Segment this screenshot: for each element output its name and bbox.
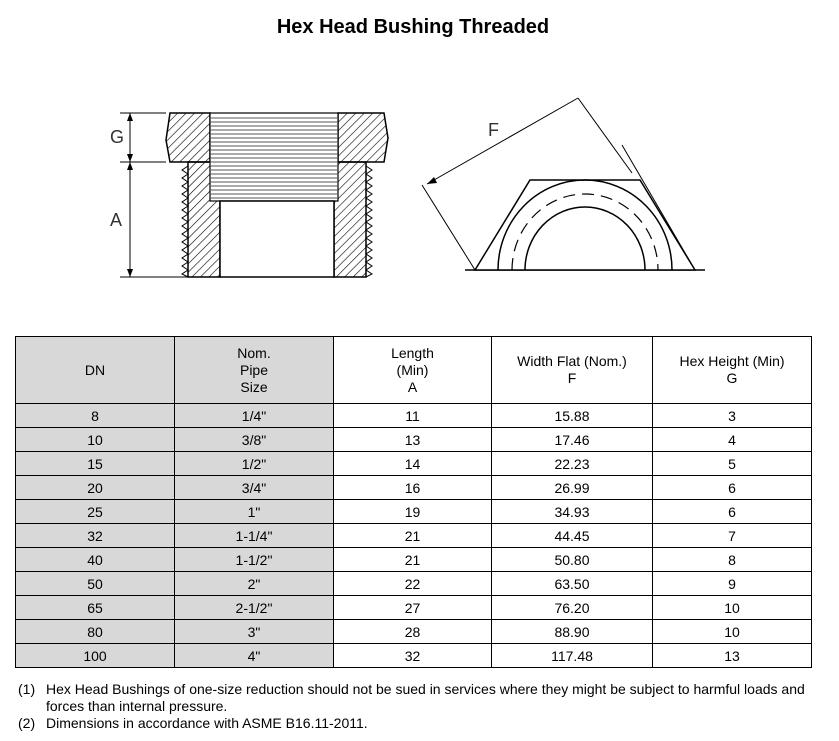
wall-right-section (334, 162, 366, 277)
dim-label-f: F (488, 120, 499, 140)
cell-width-flat: 34.93 (492, 500, 653, 524)
cell-nom-size: 2" (175, 572, 334, 596)
table-row (16, 548, 812, 572)
cell-width-flat: 117.48 (492, 644, 653, 668)
cell-hex-height: 3 (653, 404, 812, 428)
cell-dn: 40 (16, 548, 175, 572)
table-header-row (16, 337, 812, 404)
cell-dn: 20 (16, 476, 175, 500)
cell-length: 16 (334, 476, 492, 500)
cell-dn: 80 (16, 620, 175, 644)
cell-nom-size: 3/4" (175, 476, 334, 500)
cell-hex-height: 5 (653, 452, 812, 476)
table-row (16, 620, 812, 644)
cell-nom-size: 1-1/2" (175, 548, 334, 572)
cell-width-flat: 22.23 (492, 452, 653, 476)
cell-dn: 10 (16, 428, 175, 452)
cell-hex-height: 6 (653, 476, 812, 500)
table-row (16, 596, 812, 620)
cell-length: 32 (334, 644, 492, 668)
table-row (16, 500, 812, 524)
hex-right-section (338, 113, 388, 162)
cell-length: 27 (334, 596, 492, 620)
footnote-number: (1) (18, 681, 36, 697)
dimensions-table (15, 336, 812, 668)
cell-dn: 32 (16, 524, 175, 548)
cell-hex-height: 10 (653, 596, 812, 620)
cell-width-flat: 76.20 (492, 596, 653, 620)
cell-length: 21 (334, 548, 492, 572)
footnote-2 (18, 715, 818, 732)
cell-nom-size: 1/4" (175, 404, 334, 428)
cell-length: 11 (334, 404, 492, 428)
cell-dn: 25 (16, 500, 175, 524)
end-view (422, 98, 705, 270)
cell-nom-size: 3/8" (175, 428, 334, 452)
cell-nom-size: 1" (175, 500, 334, 524)
bore (220, 201, 334, 277)
section-view (110, 113, 388, 277)
dim-label-g: G (110, 127, 125, 147)
cell-length: 22 (334, 572, 492, 596)
external-thread-left (182, 166, 188, 277)
external-thread-right (366, 166, 372, 277)
table-row (16, 524, 812, 548)
header-dn: DN (16, 337, 175, 404)
footnote-text: Dimensions in accordance with ASME B16.11-2011. (46, 715, 368, 731)
cell-dn: 100 (16, 644, 175, 668)
header-hex-height: Hex Height (Min) G (653, 337, 812, 404)
cell-width-flat: 26.99 (492, 476, 653, 500)
footnotes (18, 681, 818, 732)
cell-nom-size: 4" (175, 644, 334, 668)
table-row (16, 452, 812, 476)
table-row (16, 644, 812, 668)
cell-width-flat: 44.45 (492, 524, 653, 548)
table-row (16, 476, 812, 500)
cell-hex-height: 8 (653, 548, 812, 572)
cell-length: 13 (334, 428, 492, 452)
cell-width-flat: 63.50 (492, 572, 653, 596)
cell-nom-size: 1-1/4" (175, 524, 334, 548)
cell-width-flat: 88.90 (492, 620, 653, 644)
dim-label-a: A (110, 210, 123, 230)
cell-width-flat: 50.80 (492, 548, 653, 572)
table-row (16, 404, 812, 428)
footnote-1 (18, 681, 818, 715)
hex-left-section (166, 113, 210, 162)
footnote-text: Hex Head Bushings of one-size reduction should not be sued in services where they might be subject to harmful loads and forces than internal pressure. (46, 681, 805, 714)
cell-hex-height: 6 (653, 500, 812, 524)
cell-nom-size: 3" (175, 620, 334, 644)
cell-length: 19 (334, 500, 492, 524)
table-row (16, 572, 812, 596)
cell-length: 28 (334, 620, 492, 644)
cell-hex-height: 4 (653, 428, 812, 452)
header-width-flat: Width Flat (Nom.) F (492, 337, 653, 404)
cell-width-flat: 15.88 (492, 404, 653, 428)
cell-width-flat: 17.46 (492, 428, 653, 452)
page-title: Hex Head Bushing Threaded (276, 16, 550, 38)
bushing-technical-drawing (100, 80, 720, 300)
header-length-min: Length (Min) A (334, 337, 492, 404)
cell-dn: 50 (16, 572, 175, 596)
cell-hex-height: 9 (653, 572, 812, 596)
cell-length: 14 (334, 452, 492, 476)
header-nom-pipe-size: Nom. Pipe Size (175, 337, 334, 404)
cell-hex-height: 7 (653, 524, 812, 548)
cell-dn: 15 (16, 452, 175, 476)
cell-nom-size: 1/2" (175, 452, 334, 476)
cell-nom-size: 2-1/2" (175, 596, 334, 620)
cell-dn: 8 (16, 404, 175, 428)
cell-hex-height: 10 (653, 620, 812, 644)
cell-dn: 65 (16, 596, 175, 620)
cell-length: 21 (334, 524, 492, 548)
footnote-number: (2) (18, 715, 36, 731)
cell-hex-height: 13 (653, 644, 812, 668)
table-row (16, 428, 812, 452)
